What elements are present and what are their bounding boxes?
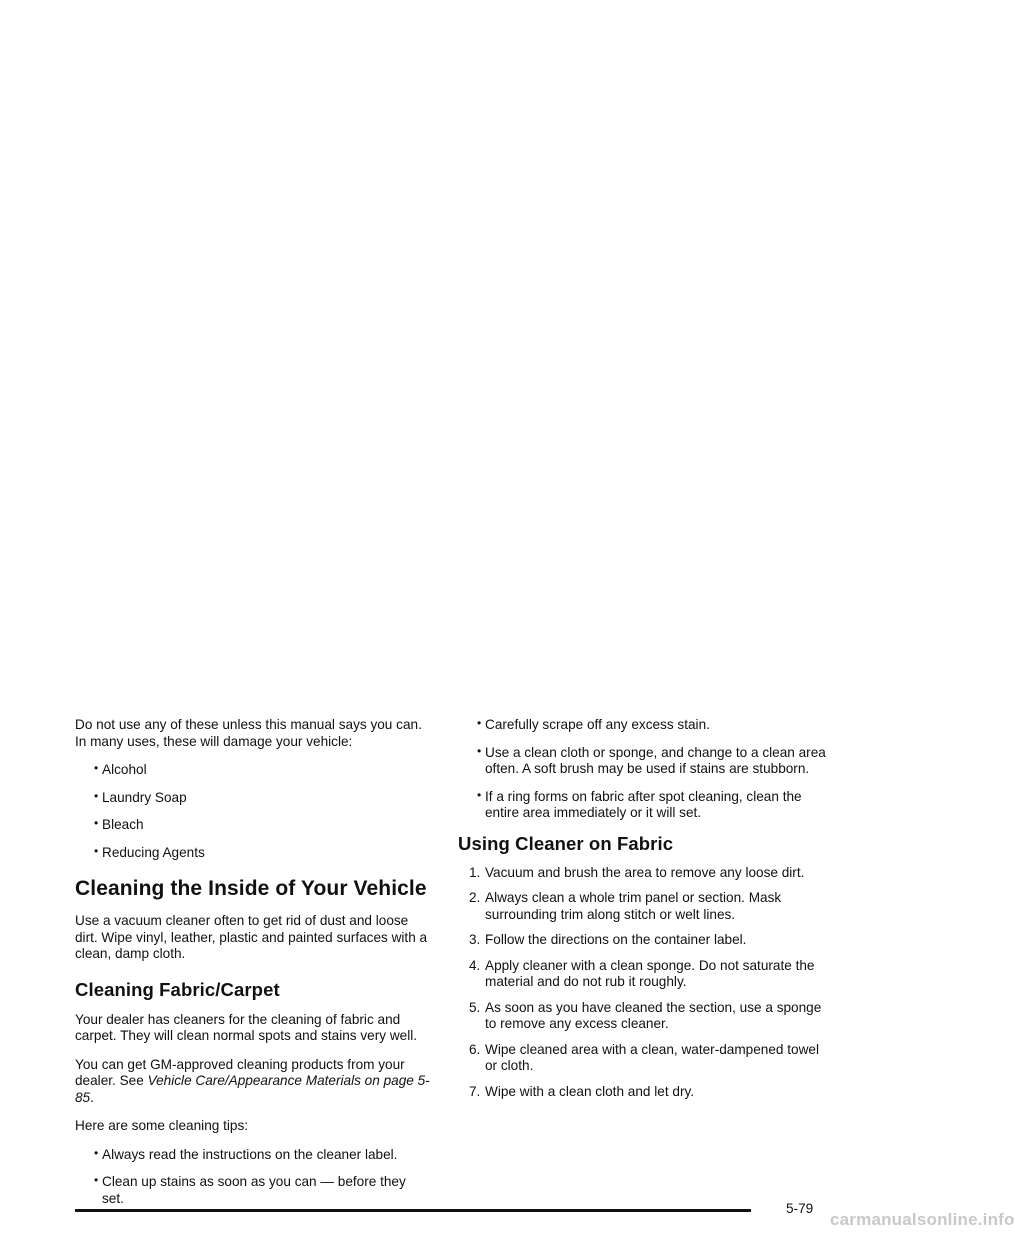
list-item: • Bleach xyxy=(94,816,144,832)
list-item: • Always read the instructions on the cleaner label. xyxy=(94,1145,398,1162)
bullet-icon: • xyxy=(94,816,99,830)
list-item: • Alcohol xyxy=(94,761,147,777)
heading-using-cleaner: Using Cleaner on Fabric xyxy=(458,832,674,854)
tips-intro: Here are some cleaning tips: xyxy=(75,1118,249,1133)
bullet-icon: • xyxy=(94,761,99,775)
bullet-icon: • xyxy=(94,1145,99,1160)
steps-list xyxy=(458,865,828,1101)
list-item: • Carefully scrape off any excess stain. xyxy=(477,716,710,732)
footer-rule xyxy=(75,1209,751,1212)
left-column xyxy=(75,717,430,1218)
watermark: carmanualsonline.info xyxy=(830,1210,1015,1229)
list-item: 2. Always clean a whole trim panel or section. Mask surrounding trim along stitch or welt lines. xyxy=(469,890,782,922)
bullet-icon: • xyxy=(477,716,482,730)
list-item: 6. Wipe cleaned area with a clean, water-dampened towel or cloth. xyxy=(469,1041,819,1073)
list-item: • Laundry Soap xyxy=(94,788,187,805)
heading-cleaning-fabric: Cleaning Fabric/Carpet xyxy=(75,978,280,1000)
list-item: 4. Apply cleaner with a clean sponge. Do not saturate the material and do not rub it roughly. xyxy=(469,957,815,989)
avoid-list xyxy=(75,762,430,861)
fabric-paragraph: Your dealer has cleaners for the cleaning of fabric and carpet. They will clean normal spots and stains very well. xyxy=(75,1011,418,1043)
bullet-icon: • xyxy=(477,787,482,802)
intro-paragraph: Do not use any of these unless this manual says you can. In many uses, these will damage your vehicle: xyxy=(75,717,422,749)
bullet-icon: • xyxy=(94,1173,99,1187)
inside-paragraph: Use a vacuum cleaner often to get rid of dust and loose dirt. Wipe vinyl, leather, plastic and painted surfaces with a clean, damp cloth. xyxy=(75,913,428,961)
list-item: • If a ring forms on fabric after spot cleaning, clean the entire area immediately or it will set. xyxy=(477,787,802,820)
bullet-icon: • xyxy=(94,843,99,858)
right-column xyxy=(458,717,828,1110)
list-item: 1. Vacuum and brush the area to remove any loose dirt. xyxy=(469,864,805,880)
list-item: • Clean up stains as soon as you can — before they set. xyxy=(94,1173,406,1206)
list-item: • Use a clean cloth or sponge, and change to a clean area often. A soft brush may be used if stains are stubborn. xyxy=(477,743,826,776)
list-item: • Reducing Agents xyxy=(94,843,205,860)
bullet-icon: • xyxy=(477,743,482,758)
list-item: 7. Wipe with a clean cloth and let dry. xyxy=(469,1083,695,1099)
tips-list-right xyxy=(458,717,828,822)
heading-cleaning-inside: Cleaning the Inside of Your Vehicle xyxy=(75,877,427,900)
bullet-icon: • xyxy=(94,788,99,803)
list-item: 3. Follow the directions on the container label. xyxy=(469,932,747,947)
tips-list-left xyxy=(75,1147,430,1208)
page-number: 5-79 xyxy=(786,1201,814,1216)
list-item: 5. As soon as you have cleaned the section, use a sponge to remove any excess cleaner. xyxy=(469,999,822,1031)
cross-reference-link[interactable]: Vehicle Care/Appearance Materials on page 5-85 xyxy=(75,1073,430,1105)
gm-products-paragraph: You can get GM-approved cleaning products from your dealer. See Vehicle Care/Appearance Materials on page 5-85. xyxy=(75,1056,430,1105)
